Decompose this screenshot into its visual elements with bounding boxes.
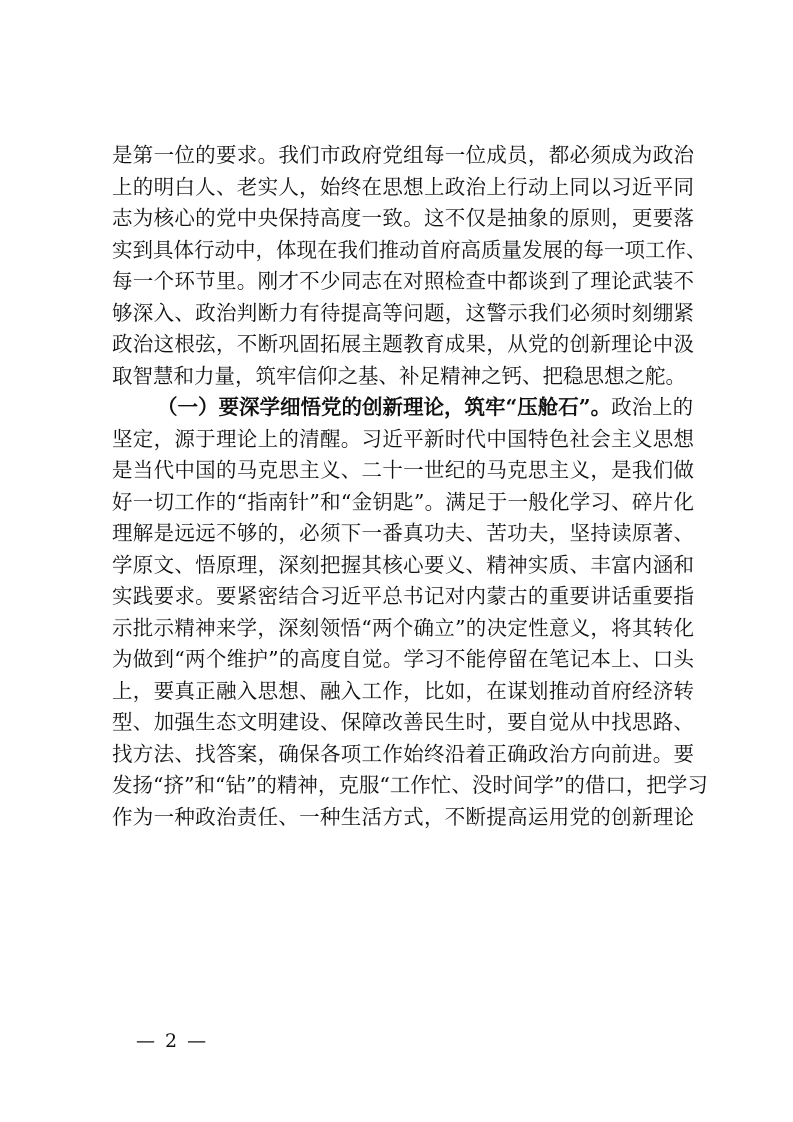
text-line: 上的明白人、老实人，始终在思想上政治上行动上同以习近平同 (112, 174, 694, 199)
heading-line-text: 政治上的 (611, 395, 694, 419)
text-line: 政治这根弦，不断巩固拓展主题教育成果，从党的创新理论中汲 (112, 332, 694, 356)
text-line: 坚定，源于理论上的清醒。习近平新时代中国特色社会主义思想 (112, 426, 694, 451)
text-line: 每一个环节里。刚才不少同志在对照检查中都谈到了理论武装不 (112, 269, 694, 293)
text-line: 发扬“挤”和“钻”的精神，克服“工作忙、没时间学”的借口，把学习 (112, 773, 708, 797)
text-line: 是当代中国的马克思主义、二十一世纪的马克思主义，是我们做 (112, 458, 694, 482)
text-line: 实到具体行动中，体现在我们推动首府高质量发展的每一项工作、 (112, 237, 707, 262)
text-line: 作为一种政治责任、一种生活方式，不断提高运用党的创新理论 (112, 804, 694, 829)
text-line: 够深入、政治判断力有待提高等问题，这警示我们必须时刻绷紧 (112, 300, 694, 325)
text-line: 实践要求。要紧密结合习近平总书记对内蒙古的重要讲话重要指 (112, 584, 694, 608)
paragraph-2 (112, 392, 708, 833)
section-heading-line (112, 392, 694, 424)
page-number: — 2 — (136, 1030, 209, 1052)
text-line: 取智慧和力量，筑牢信仰之基、补足精神之钙、把稳思想之舵。 (112, 363, 686, 388)
text-line: 示批示精神来学，深刻领悟“两个确立”的决定性意义，将其转化 (112, 615, 694, 640)
text-line: 型、加强生态文明建设、保障改善民生时，要自觉从中找思路、 (112, 710, 694, 734)
text-line: 好一切工作的“指南针”和“金钥匙”。满足于一般化学习、碎片化 (112, 489, 694, 514)
text-line: 找方法、找答案，确保各项工作始终沿着正确政治方向前进。要 (112, 741, 694, 766)
text-line: 志为核心的党中央保持高度一致。这不仅是抽象的原则，更要落 (112, 206, 694, 230)
section-heading: （一）要深学细悟党的创新理论，筑牢“压舱石”。 (157, 395, 612, 419)
text-line: 为做到“两个维护”的高度自觉。学习不能停留在笔记本上、口头 (112, 647, 694, 671)
paragraph-1 (112, 140, 707, 392)
text-line: 理解是远远不够的，必须下一番真功夫、苦功夫，坚持读原著、 (112, 521, 694, 545)
text-line: 是第一位的要求。我们市政府党组每一位成员，都必须成为政治 (112, 143, 694, 167)
text-line: 学原文、悟原理，深刻把握其核心要义、精神实质、丰富内涵和 (112, 552, 694, 577)
text-line: 上，要真正融入思想、融入工作，比如，在谋划推动首府经济转 (112, 678, 694, 703)
body-text (112, 140, 708, 833)
